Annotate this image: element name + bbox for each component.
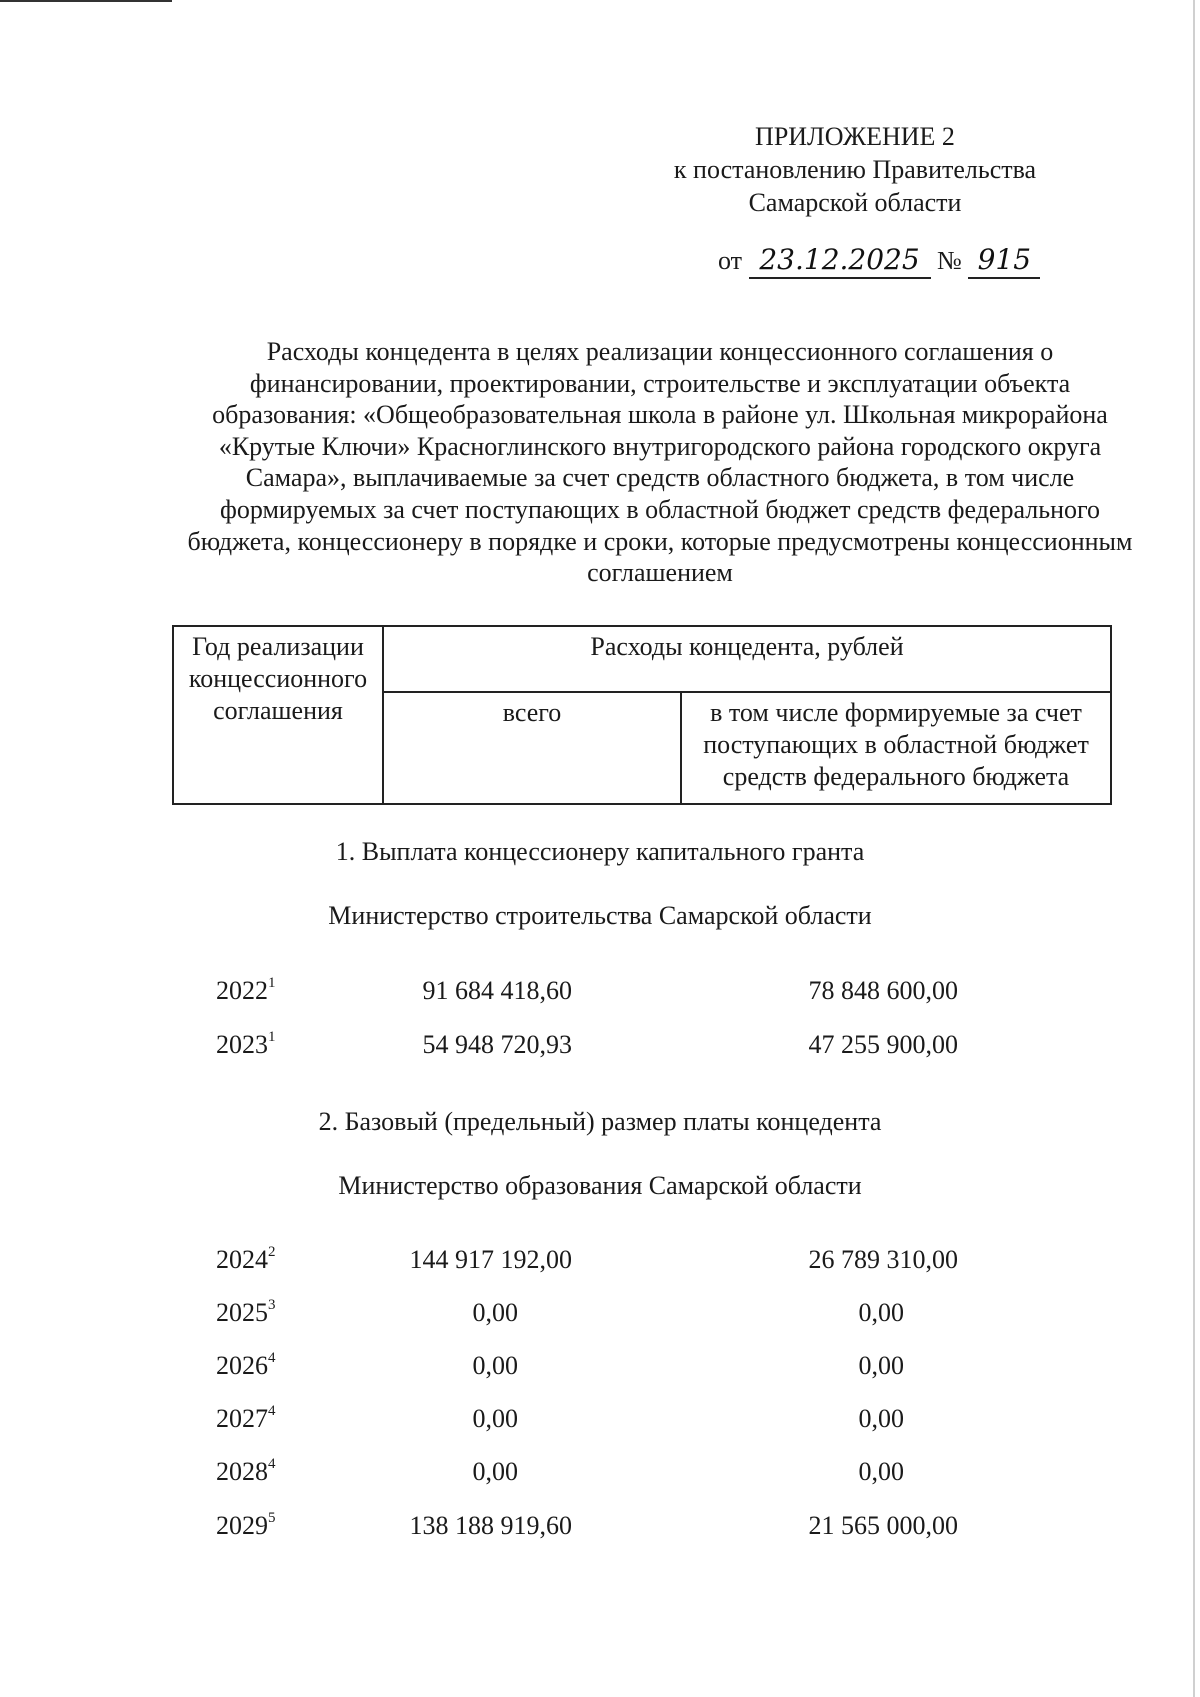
row-year: 2022$^1$: [216, 975, 276, 1005]
footnote-mark: 1: [268, 1029, 276, 1045]
row-total: 0,00: [472, 1404, 518, 1433]
footnote-mark: 1: [268, 975, 276, 991]
table-row: [0, 1455, 1200, 1489]
table-row: [0, 1243, 1200, 1277]
federal-column-header: в том числе формируемые за счет поступающих в областной бюджет средств федерального бюджета: [681, 692, 1111, 804]
expenses-column-header: Расходы концедента, рублей: [383, 626, 1111, 692]
row-federal: 21 565 000,00: [808, 1511, 958, 1540]
expenses-table-header: [172, 625, 1112, 805]
year-column-header: Год реализации концессионного соглашения: [173, 626, 383, 804]
footnote-mark: 4: [268, 1456, 276, 1472]
table-row: [0, 1509, 1200, 1543]
row-year: 2028$^4$: [216, 1456, 276, 1486]
row-year: 2026$^4$: [216, 1350, 276, 1380]
section-2-ministry: Министерство образования Самарской области: [338, 1171, 862, 1200]
table-row: [0, 1028, 1200, 1062]
total-column-header: всего: [383, 692, 681, 804]
scan-edge-line: [0, 0, 172, 2]
row-year: 2025$^3$: [216, 1297, 276, 1327]
row-federal: 0,00: [858, 1298, 904, 1327]
row-year: 2027$^4$: [216, 1403, 276, 1433]
row-year: 2029$^5$: [216, 1510, 276, 1540]
row-federal: 26 789 310,00: [808, 1245, 958, 1274]
row-total: 54 948 720,93: [422, 1030, 572, 1059]
annex-region: Самарской области: [748, 188, 962, 217]
footnote-mark: 4: [268, 1350, 276, 1366]
row-total: 138 188 919,60: [409, 1511, 572, 1540]
section-1-ministry: Министерство строительства Самарской области: [328, 901, 872, 930]
table-row: [0, 974, 1200, 1008]
footnote-mark: 3: [268, 1297, 276, 1313]
row-federal: 0,00: [858, 1351, 904, 1380]
document-title: Расходы концедента в целях реализации концессионного соглашения о финансировании, проектировании, строительстве и эксплуатации объекта образования: «Общеобразовательная школа в районе ул. Школьная микрорайона «Крутые Ключи» Красноглинского внутригородского района городского округа Самара», выплачиваемые за счет средств областного бюджета, в том числе формируемых за счет поступающих в областной бюджет средств федерального бюджета, концессионеру в порядке и сроки, которые предусмотрены концессионным соглашением: [187, 337, 1133, 588]
row-year: 2024$^2$: [216, 1244, 276, 1274]
row-total: 0,00: [472, 1351, 518, 1380]
row-total: 144 917 192,00: [409, 1245, 572, 1274]
row-year: 2023$^1$: [216, 1029, 276, 1059]
row-federal: 78 848 600,00: [808, 976, 958, 1005]
row-total: 0,00: [472, 1298, 518, 1327]
annex-resolution-ref: к постановлению Правительства: [673, 155, 1037, 184]
row-federal: 47 255 900,00: [808, 1030, 958, 1059]
annex-block: [640, 120, 1070, 219]
number-label: №: [937, 246, 962, 275]
footnote-mark: 5: [268, 1510, 276, 1526]
from-label: от: [718, 246, 743, 275]
handwritten-number: 915: [968, 243, 1040, 279]
section-2-heading: 2. Базовый (предельный) размер платы концедента: [318, 1107, 882, 1136]
table-row: [0, 1296, 1200, 1330]
section-1-heading: 1. Выплата концессионеру капитального гранта: [335, 837, 865, 866]
row-federal: 0,00: [858, 1404, 904, 1433]
row-total: 0,00: [472, 1457, 518, 1486]
row-federal: 0,00: [858, 1457, 904, 1486]
row-total: 91 684 418,60: [422, 976, 572, 1005]
registration-line: [718, 243, 1040, 279]
annex-title: ПРИЛОЖЕНИЕ 2: [755, 122, 955, 151]
footnote-mark: 4: [268, 1403, 276, 1419]
footnote-mark: 2: [268, 1244, 276, 1260]
handwritten-date: 23.12.2025: [749, 243, 931, 279]
table-row: [0, 1349, 1200, 1383]
table-row: [0, 1402, 1200, 1436]
